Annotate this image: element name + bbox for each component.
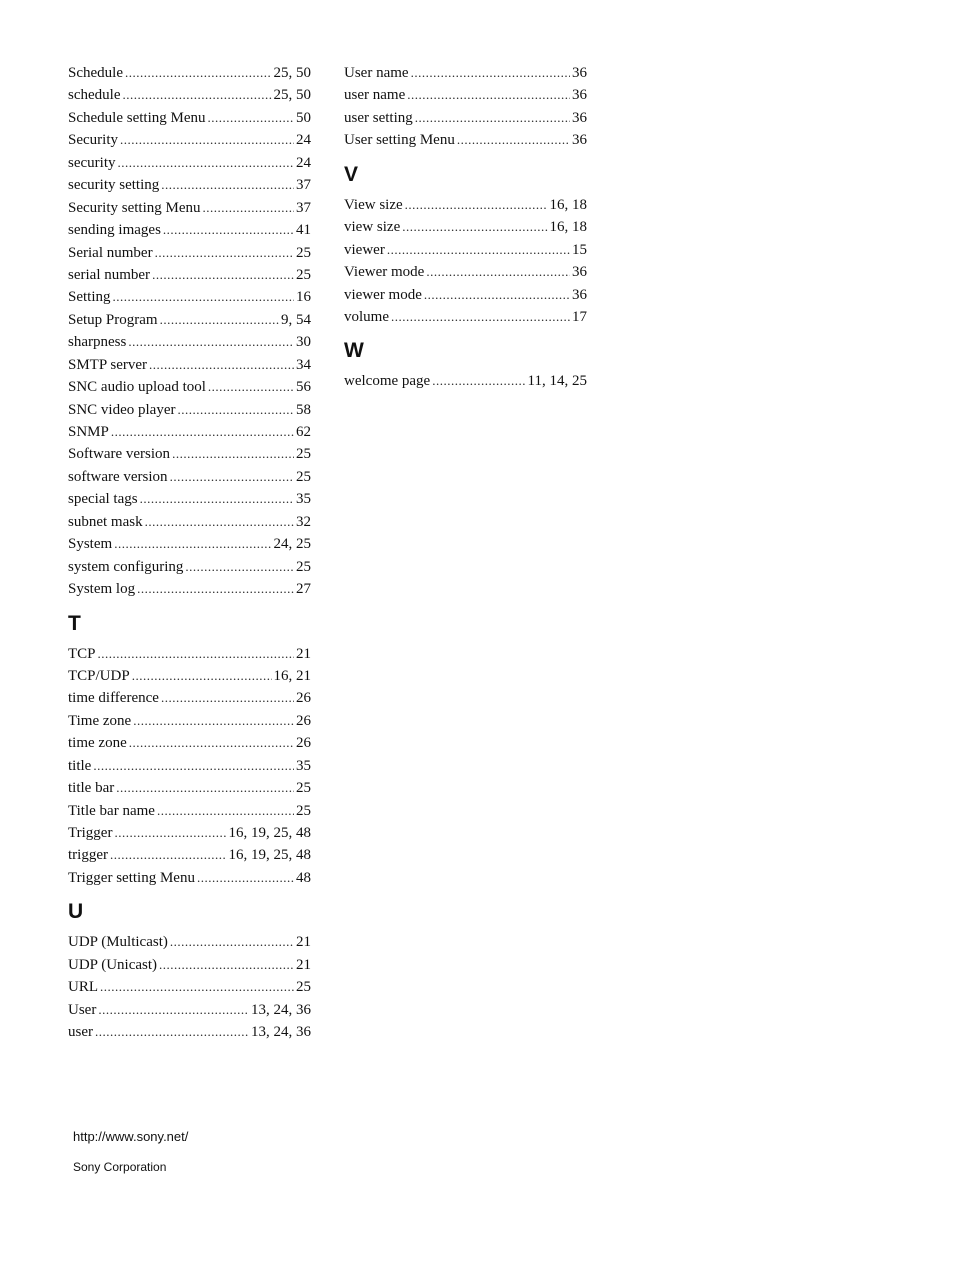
index-entry bbox=[68, 399, 311, 421]
index-page-numbers: 16, 18 bbox=[549, 196, 587, 213]
index-page-numbers: 36 bbox=[572, 109, 587, 126]
index-entry bbox=[344, 261, 587, 283]
dot-leader bbox=[411, 62, 570, 84]
index-entry bbox=[344, 370, 587, 392]
index-term: view size bbox=[344, 219, 401, 236]
section-letter-t: T bbox=[68, 611, 81, 635]
index-term: Schedule setting Menu bbox=[68, 109, 206, 126]
index-entry bbox=[68, 822, 311, 844]
index-term: Setup Program bbox=[68, 311, 158, 328]
index-term: Trigger setting Menu bbox=[68, 869, 195, 886]
index-entry bbox=[68, 687, 311, 709]
dot-leader bbox=[114, 822, 226, 844]
index-entry bbox=[68, 129, 311, 151]
index-entry bbox=[68, 976, 311, 998]
index-list bbox=[68, 643, 311, 890]
index-entry bbox=[68, 466, 311, 488]
index-entry bbox=[68, 286, 311, 308]
index-page-numbers: 25 bbox=[296, 558, 311, 575]
index-term: software version bbox=[68, 468, 168, 485]
footer-company-name: Sony Corporation bbox=[73, 1160, 167, 1174]
index-entry bbox=[68, 421, 311, 443]
index-page-numbers: 21 bbox=[296, 645, 311, 662]
index-entry bbox=[68, 1021, 311, 1043]
index-term: SNC video player bbox=[68, 401, 176, 418]
index-term: title bbox=[68, 757, 92, 774]
index-entry bbox=[68, 931, 311, 953]
index-term: URL bbox=[68, 979, 98, 996]
dot-leader bbox=[405, 194, 548, 216]
index-page-numbers: 25 bbox=[296, 979, 311, 996]
index-page-numbers: 25 bbox=[296, 266, 311, 283]
index-term: viewer mode bbox=[344, 286, 422, 303]
index-page-numbers: 62 bbox=[296, 424, 311, 440]
dot-leader bbox=[185, 556, 294, 578]
dot-leader bbox=[120, 129, 294, 151]
dot-leader bbox=[208, 376, 294, 398]
index-term: SNMP bbox=[68, 424, 109, 440]
index-term: SMTP server bbox=[68, 356, 148, 373]
index-page-numbers: 36 bbox=[572, 264, 587, 281]
dot-leader bbox=[172, 443, 294, 465]
index-entry bbox=[344, 62, 587, 84]
index-entry bbox=[68, 219, 311, 241]
dot-leader bbox=[202, 197, 294, 219]
dot-leader bbox=[129, 732, 294, 754]
index-page-numbers: 24 bbox=[296, 132, 311, 149]
index-term: Serial number bbox=[68, 244, 153, 261]
dot-leader bbox=[163, 219, 294, 241]
section-letter-v: V bbox=[344, 162, 359, 186]
index-entry bbox=[344, 107, 587, 129]
dot-leader bbox=[93, 755, 294, 777]
index-list bbox=[344, 62, 587, 152]
index-term: special tags bbox=[68, 491, 138, 508]
index-term: View size bbox=[344, 196, 403, 213]
dot-leader bbox=[161, 687, 294, 709]
index-entry bbox=[68, 197, 311, 219]
dot-leader bbox=[100, 976, 294, 998]
index-page-numbers: 35 bbox=[296, 757, 311, 774]
index-entry bbox=[68, 556, 311, 578]
dot-leader bbox=[95, 1021, 249, 1043]
index-page-numbers: 48 bbox=[296, 869, 311, 886]
index-term: TCP/UDP bbox=[68, 667, 130, 684]
index-term: volume bbox=[344, 308, 389, 325]
index-term: Viewer mode bbox=[344, 264, 425, 281]
index-list bbox=[344, 370, 587, 392]
index-entry bbox=[68, 867, 311, 889]
index-entry bbox=[68, 777, 311, 799]
index-page-numbers: 50 bbox=[296, 109, 311, 126]
dot-leader bbox=[111, 421, 294, 443]
index-page-numbers: 58 bbox=[296, 401, 311, 418]
dot-leader bbox=[170, 466, 294, 488]
dot-leader bbox=[145, 511, 294, 533]
index-term: UDP (Unicast) bbox=[68, 956, 158, 973]
index-entry bbox=[68, 309, 311, 331]
index-entry bbox=[68, 755, 311, 777]
dot-leader bbox=[98, 999, 249, 1021]
index-entry bbox=[68, 107, 311, 129]
index-page-numbers: 25 bbox=[296, 780, 311, 797]
index-list bbox=[344, 194, 587, 329]
index-entry bbox=[68, 844, 311, 866]
index-page-numbers: 37 bbox=[296, 177, 311, 194]
index-list bbox=[68, 62, 311, 601]
index-term: time difference bbox=[68, 690, 159, 707]
index-page-numbers: 17 bbox=[572, 308, 587, 325]
index-entry bbox=[344, 129, 587, 151]
index-list bbox=[68, 931, 311, 1043]
index-term: System bbox=[68, 536, 113, 553]
index-term: user name bbox=[344, 87, 406, 104]
index-entry bbox=[68, 665, 311, 687]
index-page-numbers: 27 bbox=[296, 581, 311, 598]
index-page-numbers: 26 bbox=[296, 690, 311, 707]
index-term: user setting bbox=[344, 109, 413, 126]
index-term: sharpness bbox=[68, 334, 127, 351]
index-term: User name bbox=[344, 65, 409, 81]
index-entry bbox=[68, 242, 311, 264]
index-entry bbox=[68, 533, 311, 555]
dot-leader bbox=[161, 174, 294, 196]
index-column-right bbox=[344, 62, 587, 393]
index-term: system configuring bbox=[68, 558, 184, 575]
index-page-numbers: 36 bbox=[572, 286, 587, 303]
index-page-numbers: 35 bbox=[296, 491, 311, 508]
index-entry bbox=[344, 284, 587, 306]
dot-leader bbox=[132, 665, 272, 687]
index-entry bbox=[68, 488, 311, 510]
index-entry bbox=[344, 216, 587, 238]
index-term: viewer bbox=[344, 241, 385, 258]
index-entry bbox=[68, 511, 311, 533]
index-term: Software version bbox=[68, 446, 171, 463]
index-page-numbers: 24, 25 bbox=[273, 536, 311, 553]
index-page-numbers: 25 bbox=[296, 802, 311, 819]
dot-leader bbox=[424, 284, 570, 306]
dot-leader bbox=[402, 216, 547, 238]
index-entry bbox=[68, 331, 311, 353]
dot-leader bbox=[110, 844, 227, 866]
index-term: trigger bbox=[68, 847, 108, 864]
index-entry bbox=[68, 62, 311, 84]
index-page-numbers: 56 bbox=[296, 379, 311, 396]
section-letter-u: U bbox=[68, 900, 84, 924]
index-entry bbox=[68, 732, 311, 754]
index-entry bbox=[68, 578, 311, 600]
index-term: serial number bbox=[68, 266, 151, 283]
index-entry bbox=[68, 152, 311, 174]
index-term: schedule bbox=[68, 87, 121, 104]
index-term: subnet mask bbox=[68, 513, 143, 530]
index-term: Schedule bbox=[68, 65, 123, 81]
index-page-numbers: 36 bbox=[572, 87, 587, 104]
index-page-numbers: 37 bbox=[296, 199, 311, 216]
dot-leader bbox=[152, 264, 294, 286]
dot-leader bbox=[170, 931, 294, 953]
index-term: sending images bbox=[68, 222, 161, 239]
index-entry bbox=[68, 800, 311, 822]
index-page-numbers: 16, 19, 25, 48 bbox=[228, 847, 311, 864]
index-term: title bar bbox=[68, 780, 115, 797]
dot-leader bbox=[98, 643, 294, 665]
index-term: Time zone bbox=[68, 712, 132, 729]
index-term: Security setting Menu bbox=[68, 199, 201, 216]
index-page-numbers: 25, 50 bbox=[273, 65, 311, 81]
index-page-numbers: 30 bbox=[296, 334, 311, 351]
dot-leader bbox=[155, 242, 294, 264]
dot-leader bbox=[159, 954, 294, 976]
index-term: SNC audio upload tool bbox=[68, 379, 206, 396]
index-entry bbox=[68, 710, 311, 732]
index-entry bbox=[68, 174, 311, 196]
dot-leader bbox=[113, 286, 294, 308]
dot-leader bbox=[160, 309, 279, 331]
index-page-numbers: 41 bbox=[296, 222, 311, 239]
index-term: Setting bbox=[68, 289, 111, 306]
index-entry bbox=[68, 84, 311, 106]
dot-leader bbox=[125, 62, 272, 84]
index-entry bbox=[344, 194, 587, 216]
index-page-numbers: 9, 54 bbox=[281, 311, 311, 328]
index-entry bbox=[68, 443, 311, 465]
index-entry bbox=[344, 306, 587, 328]
index-page-numbers: 15 bbox=[572, 241, 587, 258]
index-page-numbers: 32 bbox=[296, 513, 311, 530]
index-page-numbers: 16, 19, 25, 48 bbox=[228, 825, 311, 841]
index-page-numbers: 26 bbox=[296, 712, 311, 729]
dot-leader bbox=[128, 331, 294, 353]
index-page-numbers: 26 bbox=[296, 735, 311, 752]
section-letter-w: W bbox=[344, 339, 364, 363]
dot-leader bbox=[114, 533, 271, 555]
index-term: Title bar name bbox=[68, 802, 155, 819]
dot-leader bbox=[426, 261, 570, 283]
dot-leader bbox=[133, 710, 294, 732]
index-page-numbers: 25 bbox=[296, 244, 311, 261]
index-page-numbers: 36 bbox=[572, 132, 587, 149]
dot-leader bbox=[407, 84, 570, 106]
dot-leader bbox=[415, 107, 570, 129]
index-page-numbers: 16, 18 bbox=[549, 219, 587, 236]
index-page-numbers: 25, 50 bbox=[273, 87, 311, 104]
index-entry bbox=[68, 643, 311, 665]
index-term: UDP (Multicast) bbox=[68, 934, 168, 951]
index-entry bbox=[68, 376, 311, 398]
index-page-numbers: 21 bbox=[296, 956, 311, 973]
index-entry bbox=[68, 954, 311, 976]
index-term: TCP bbox=[68, 645, 96, 662]
footer-url-link[interactable]: http://www.sony.net/ bbox=[73, 1129, 189, 1144]
index-page-numbers: 25 bbox=[296, 446, 311, 463]
index-page-numbers: 16 bbox=[296, 289, 311, 306]
dot-leader bbox=[387, 239, 570, 261]
index-term: security setting bbox=[68, 177, 160, 194]
dot-leader bbox=[457, 129, 570, 151]
index-page-numbers: 13, 24, 36 bbox=[251, 1024, 311, 1041]
dot-leader bbox=[197, 867, 294, 889]
dot-leader bbox=[157, 800, 294, 822]
dot-leader bbox=[117, 152, 294, 174]
index-page-numbers: 24 bbox=[296, 154, 311, 171]
index-term: User setting Menu bbox=[344, 132, 455, 149]
index-term: User bbox=[68, 1001, 97, 1018]
index-entry bbox=[344, 84, 587, 106]
index-term: Trigger bbox=[68, 825, 113, 841]
index-page-numbers: 34 bbox=[296, 356, 311, 373]
index-page-numbers: 36 bbox=[572, 65, 587, 81]
index-entry bbox=[68, 354, 311, 376]
dot-leader bbox=[207, 107, 294, 129]
index-page-numbers: 11, 14, 25 bbox=[527, 373, 587, 390]
index-entry bbox=[68, 264, 311, 286]
index-term: Security bbox=[68, 132, 118, 149]
index-page-numbers: 21 bbox=[296, 934, 311, 951]
dot-leader bbox=[137, 578, 294, 600]
index-term: time zone bbox=[68, 735, 127, 752]
index-term: welcome page bbox=[344, 373, 431, 390]
index-page-numbers: 13, 24, 36 bbox=[251, 1001, 311, 1018]
dot-leader bbox=[149, 354, 294, 376]
index-page-numbers: 25 bbox=[296, 468, 311, 485]
dot-leader bbox=[116, 777, 294, 799]
index-term: System log bbox=[68, 581, 136, 598]
dot-leader bbox=[391, 306, 570, 328]
index-term: user bbox=[68, 1024, 93, 1041]
index-column-left bbox=[68, 62, 311, 1044]
dot-leader bbox=[177, 399, 294, 421]
index-entry bbox=[68, 999, 311, 1021]
index-term: security bbox=[68, 154, 116, 171]
index-entry bbox=[344, 239, 587, 261]
dot-leader bbox=[432, 370, 525, 392]
index-page-numbers: 16, 21 bbox=[273, 667, 311, 684]
dot-leader bbox=[140, 488, 294, 510]
dot-leader bbox=[122, 84, 271, 106]
